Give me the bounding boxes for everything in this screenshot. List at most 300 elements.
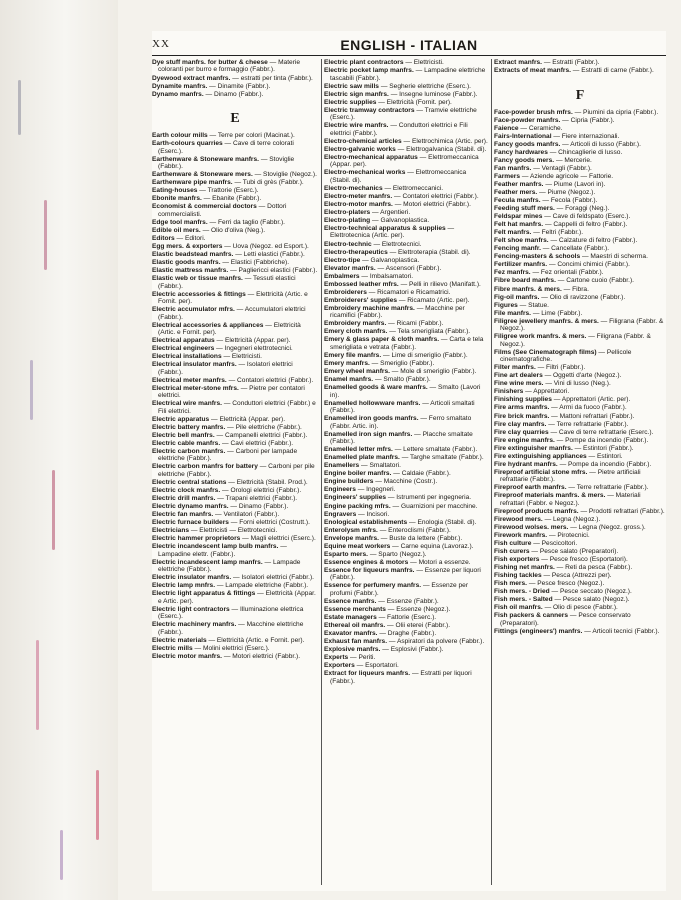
entry-term: Fibre manfrs. & mers. — [494, 285, 562, 293]
entry-term: Enterolysm mfrs. — [324, 526, 378, 534]
dictionary-entry: Engine packing mfrs. — Guarnizioni per macchine. — [324, 502, 478, 510]
book-spine-shadow — [0, 0, 118, 900]
dictionary-entry: Elastic web or tissue manfrs. — Tessuti elastici (Fabbr.). — [152, 275, 296, 290]
entry-term: Engravers — [324, 510, 357, 518]
entry-term: Electric fan manfrs. — [152, 511, 214, 519]
entry-translation: Fecola (Fabbr.). — [550, 197, 598, 205]
entry-term: Electric drill manfrs. — [152, 495, 216, 503]
entry-term: Fire engine manfrs. — [494, 436, 555, 444]
entry-term: Fittings (engineers') manfrs. — [494, 627, 583, 635]
entry-translation: Forni elettrici (Costrutt.). — [239, 519, 310, 527]
entry-translation: Filigrana (Fabbr. & Negoz.). — [500, 333, 651, 348]
entry-translation: Cipria (Fabbr.). — [570, 116, 615, 124]
entry-translation: Materiali refrattari (Fabbr. e Negoz.). — [500, 492, 641, 507]
entry-translation: Conduttori elettrici e Fili elettrici (Fabbr.). — [330, 122, 468, 137]
entry-term: Fancy goods manfrs. — [494, 140, 561, 148]
dictionary-entry: Electric machinery manfrs. — Macchine elettriche (Fabbr.). — [152, 621, 304, 636]
entry-translation: Orologi elettrici (Fabbr.). — [230, 487, 302, 495]
dictionary-entry: Enamelled plate manfrs. — Targhe smaltate (Fabbr.). — [324, 454, 484, 462]
entry-translation: Elettrotecnica (Artic. per). — [330, 232, 405, 240]
entry-translation: Isolatori elettrici (Fabbr.). — [158, 361, 293, 376]
entry-term: Filigree jewellery manfrs. & mers. — [494, 317, 599, 325]
entry-translation: Stoviglie (Negoz.). — [263, 171, 317, 179]
entry-translation: Carta e tela smerigliata e vetrata (Fabbr.). — [330, 336, 484, 351]
dictionary-entry: Electric fan manfrs. — Ventilatori (Fabbr.). — [152, 511, 280, 519]
entry-term: Fish mers. — [494, 580, 527, 588]
entry-translation: Terre per colori (Macinat.). — [217, 132, 295, 140]
entry-term: Electric sign manfrs. — [324, 90, 389, 98]
entry-term: Face-powder brush mfrs. — [494, 108, 573, 116]
entry-translation: Chincaglierie di lusso. — [558, 148, 623, 156]
dictionary-entry: Engine builders — Macchine (Costr.). — [324, 478, 438, 486]
entry-term: Fishing net manfrs. — [494, 564, 555, 572]
entry-term: Electrical meter manfrs. — [152, 376, 227, 384]
entry-term: Embroiderers' supplies — [324, 296, 398, 304]
entry-translation: Ventilatori (Fabbr.). — [223, 511, 280, 519]
dictionary-entry: Electric plant contractors — Elettricisti. — [324, 59, 444, 66]
entry-translation: Placche smaltate (Fabbr.). — [330, 430, 473, 446]
entry-translation: Carne equina (Lavoraz.). — [400, 542, 474, 550]
entry-translation: Articoli tecnici (Fabbr.). — [592, 627, 660, 635]
entry-term: Edible oil mers. — [152, 226, 201, 234]
dictionary-entry: Emery manfrs. — Smeriglio (Fabbr.). — [324, 360, 435, 368]
entry-translation: Armi da fuoco (Fabbr.). — [559, 404, 627, 412]
entry-term: Electric clock manfrs. — [152, 487, 221, 495]
dictionary-entry: Electric carbon manfrs. — Carboni per lampade elettriche (Fabbr.). — [152, 447, 298, 463]
dictionary-entry: Firework manfrs. — Pirotecnici. — [494, 532, 590, 540]
entry-term: Earthenware & Stoneware manfrs. — [152, 155, 260, 163]
entry-translation: Contatori elettrici (Fabbr.). — [402, 192, 479, 200]
entry-term: Electro-therapeutics — [324, 248, 388, 256]
dictionary-entry: Electro-mechanical works — Elettromeccanica (Stabil. di). — [324, 169, 467, 184]
entry-term: Electricians — [152, 527, 190, 535]
entry-translation: Dottori commercialisti. — [158, 203, 287, 218]
dictionary-entry: Economist & commercial doctors — Dottori commercialisti. — [152, 203, 287, 218]
entry-term: Ethereal oil manfrs. — [324, 622, 386, 630]
entry-translation: Articoli di lusso (Fabbr.). — [570, 140, 641, 148]
dictionary-entry: Electrical wire manfrs. — Conduttori elettrici (Fabbr.) e Fili elettrici. — [152, 400, 316, 415]
entry-translation: Elettroterapia (Stabil. di). — [398, 248, 471, 256]
entry-term: Electrical accessories & appliances — [152, 321, 264, 329]
entry-translation: Aziende agricole — Fattorie. — [529, 172, 614, 180]
entry-term: Electric battery manfrs. — [152, 423, 226, 431]
entry-translation: Elettrogalvanica (Stabil. di). — [406, 145, 487, 153]
entry-term: Electric light contractors — [152, 605, 230, 613]
dictionary-entry: Fibre manfrs. & mers. — Fibra. — [494, 285, 589, 293]
entry-translation: Ferri da taglio (Fabbr.). — [217, 218, 286, 226]
entry-translation: Cave di terre refrattarie (Eserc.). — [558, 428, 654, 436]
entry-term: Enological establishments — [324, 518, 408, 526]
dictionary-entry: Enamelled hollowware manfrs. — Articoli smaltati (Fabbr.). — [324, 399, 475, 415]
entry-translation: Guarnizioni per macchine. — [400, 502, 478, 510]
entry-translation: Elettromeccanica (Stabil. di). — [330, 169, 467, 184]
entry-term: Emery & glass paper & cloth manfrs. — [324, 336, 440, 344]
dictionary-entry: Embalmers — Imbalsamatori. — [324, 272, 414, 280]
entry-term: Fish exporters — [494, 556, 540, 564]
entry-translation: Esportatori. — [365, 662, 399, 670]
entry-translation: Ricami (Fabbr.). — [396, 320, 444, 328]
entry-term: Electric motor manfrs. — [152, 653, 222, 661]
entry-term: Electric saw mills — [324, 82, 379, 90]
entry-term: Finishing supplies — [494, 396, 552, 404]
entry-translation: Filigrana (Fabbr. & Negoz.). — [500, 317, 664, 333]
entry-term: Enamelled letter mfrs. — [324, 446, 393, 454]
entry-translation: Elettricità (Appar. per). — [219, 415, 286, 423]
entry-term: Electro-mechanical works — [324, 169, 406, 177]
entry-term: Filigree work manfrs. & mers. — [494, 333, 587, 341]
entry-term: Fish culture — [494, 540, 532, 548]
dictionary-entry: Electric motor manfrs. — Motori elettrici (Fabbr.). — [152, 653, 301, 661]
dictionary-entry: Engineers — Ingegneri. — [324, 486, 396, 494]
entry-term: Emery wheel manfrs. — [324, 368, 390, 376]
entry-translation: Esplosivi (Fabbr.). — [390, 646, 444, 654]
entry-term: Fire hydrant manfrs. — [494, 460, 558, 468]
entry-term: Earthenware & Stoneware mers. — [152, 171, 253, 179]
entry-translation: Reti da pesca (Fabbr.). — [565, 564, 633, 572]
entry-translation: Isolatori elettrici (Fabbr.). — [241, 574, 314, 582]
entry-translation: Ingegneri. — [366, 486, 396, 494]
entry-translation: Elettrochimica (Artic. per). — [411, 137, 488, 145]
entry-translation: Pesce seccato (Negoz.). — [559, 588, 632, 596]
dictionary-entry: Electric sign manfrs. — Insegne luminose (Fabbr.). — [324, 90, 478, 98]
entry-translation: Fibra. — [572, 285, 589, 293]
entry-term: Fairs-International — [494, 132, 552, 140]
entry-translation: Mattoni refrattari (Fabbr.). — [559, 412, 635, 420]
entry-translation: estratti per tinta (Fabbr.). — [240, 74, 313, 82]
entry-translation: Fattorie (Eserc.). — [387, 613, 437, 621]
dictionary-entry: Figures — Statue. — [494, 301, 549, 309]
entry-term: Experts — [324, 654, 349, 662]
dictionary-entry: Electric hammer proprietors — Magli elettrici (Eserc.). — [152, 535, 316, 543]
entry-translation: Estratti di carne (Fabbr.). — [581, 67, 654, 75]
entry-translation: Feltri (Fabbr.). — [541, 229, 584, 237]
dictionary-entry: Essence merchants — Essenze (Negoz.). — [324, 605, 451, 613]
dictionary-entry: Electric light contractors — Illuminazione elettrica (Eserc.). — [152, 605, 304, 621]
entry-translation: Imbalsamatori. — [369, 272, 414, 280]
entry-term: Electric carbon manfrs for battery — [152, 463, 258, 471]
dictionary-entry: Electric apparatus — Elettricità (Appar. per). — [152, 415, 286, 423]
dictionary-entry: Emery & glass paper & cloth manfrs. — Carta e tela smerigliata e vetrata (Fabbr.). — [324, 336, 484, 351]
entry-translation: Insegne luminose (Fabbr.). — [399, 90, 478, 98]
entry-translation: Stoviglie (Fabbr.). — [158, 155, 295, 171]
entry-translation: Pellicole cinematografiche. — [500, 348, 632, 364]
entry-translation: Piumini da cipria (Fabbr.). — [583, 108, 659, 116]
entry-translation: Pirotecnici. — [557, 532, 590, 540]
entry-term: Electric central stations — [152, 478, 227, 486]
dictionary-entry: Electricians — Elettricisti — Elettrotecnici. — [152, 527, 278, 535]
dictionary-entry: Earthenware & Stoneware manfrs. — Stoviglie (Fabbr.). — [152, 155, 295, 171]
entry-translation: Accumulatori elettrici (Fabbr.). — [158, 306, 306, 321]
entry-term: Feather manfrs. — [494, 180, 544, 188]
column-2 — [324, 59, 488, 885]
entry-translation: Pagliericci elastici (Fabbr.). — [238, 267, 318, 275]
dictionary-entry: Electrical accessories & appliances — Elettricità (Artic. e Fornit. per). — [152, 321, 301, 337]
dictionary-entry: Envelope manfrs. — Buste da lettere (Fabbr.). — [324, 534, 463, 542]
entry-translation: Sparto (Negoz.). — [378, 550, 427, 558]
entry-translation: Estintori (Fabbr.). — [583, 444, 634, 452]
entry-translation: Cartone cuoio (Fabbr.). — [566, 277, 634, 285]
entry-term: Engineers — [324, 486, 356, 494]
entry-term: Extracts of meat manfrs. — [494, 67, 571, 75]
entry-term: Electrical insulator manfrs. — [152, 361, 237, 369]
dictionary-entry: Elastic goods manfrs. — Elastici (Fabbriche). — [152, 259, 290, 267]
entry-term: Electric wire manfrs. — [324, 122, 389, 130]
entry-term: Electro-chemical articles — [324, 137, 402, 145]
entry-translation: Cave di feldspato (Eserc.). — [552, 213, 631, 221]
entry-term: Earthenware pipe manfrs. — [152, 179, 233, 187]
entry-term: Emery file manfrs. — [324, 351, 382, 359]
dictionary-entry: Fireproof artificial stone mfrs. — Pietre artificiali refrattarie (Fabbr.). — [494, 468, 641, 484]
entry-translation: Tubi di grès (Fabbr.). — [242, 179, 304, 187]
entry-translation: Elettrotecnici. — [381, 240, 422, 248]
dictionary-entry: Fish mers. — Pesce fresco (Negoz.). — [494, 580, 605, 588]
dictionary-entry: Felt shoe manfrs. — Calzature di feltro (Fabbr.). — [494, 237, 638, 245]
dictionary-entry: Eating-houses — Trattorie (Eserc.). — [152, 187, 259, 195]
entry-translation: Elettricità (Fornit. per). — [386, 98, 452, 106]
entry-term: Emery manfrs. — [324, 360, 370, 368]
entry-translation: Tramvie elettriche (Eserc.). — [330, 106, 477, 122]
entry-term: Fez manfrs. — [494, 269, 531, 277]
entry-translation: Olio di ravizzone (Fabbr.). — [549, 293, 626, 301]
entry-translation: Cancellate (Fabbr.). — [551, 245, 610, 253]
entry-term: Edge tool manfrs. — [152, 218, 208, 226]
entry-translation: Elettricisti — Elettrotecnici. — [199, 527, 278, 535]
entry-translation: Macchine per ricamifici (Fabbr.). — [330, 304, 465, 320]
dictionary-entry: Electric mills — Molini elettrici (Eserc.). — [152, 645, 270, 652]
page-header — [152, 37, 666, 55]
entry-translation: Dinamo (Fabbr.). — [238, 503, 289, 511]
entry-term: Fine wine mers. — [494, 380, 544, 388]
dictionary-entry: Electro-technic — Elettrotecnici. — [324, 240, 422, 248]
entry-translation: Pompe da incendio (Fabbr.). — [568, 460, 652, 468]
dictionary-entry: Fireproof products manfrs. — Prodotti refrattari (Fabbr.). — [494, 507, 665, 515]
entry-term: Fire extinguisher manfrs. — [494, 444, 573, 452]
entry-translation: Filtri (Fabbr.). — [546, 364, 586, 372]
entry-translation: Elettricisti. — [231, 353, 262, 361]
entry-term: Fire clay manfrs. — [494, 420, 547, 428]
entry-term: Electro-mechanics — [324, 184, 383, 192]
entry-term: Electrical wire manfrs. — [152, 400, 223, 408]
dictionary-entry: Engineers' supplies — Istrumenti per ingegneria. — [324, 494, 472, 502]
entry-translation: Dinamite (Fabbr.). — [217, 82, 271, 90]
dictionary-entry: Fencing manfr. — Cancellate (Fabbr.). — [494, 245, 610, 253]
entry-translation: Editori. — [184, 234, 206, 242]
entry-translation: Calzature di feltro (Fabbr.). — [558, 237, 638, 245]
dictionary-entry: Firewood wolses. mers. — Legna (Negoz. gross.). — [494, 523, 646, 531]
dictionary-entry: Electric incandescent lamp bulb manfrs. — Lampadine elettr. (Fabbr.). — [152, 543, 287, 558]
entry-translation: Prodotti refrattari (Fabbr.). — [588, 507, 665, 515]
entry-translation: Elettricità (Appar. per). — [224, 337, 291, 345]
entry-translation: Ricamato (Artic. per). — [407, 296, 470, 304]
dictionary-entry: Fine art dealers — Oggetti d'arte (Negoz.). — [494, 372, 622, 380]
dictionary-entry: Electric tramway contractors — Tramvie elettriche (Eserc.). — [324, 106, 477, 122]
entry-translation: Elettricità (Artic. e Fornit. per). — [158, 290, 308, 306]
entry-translation: Estratti (Fabbr.). — [552, 59, 600, 66]
entry-term: Felt shoe manfrs. — [494, 237, 549, 245]
entry-term: Fireproof earth manfrs. — [494, 484, 567, 492]
dictionary-entry: Elastic beadstead manfrs. — Letti elastici (Fabbr.). — [152, 250, 305, 258]
entry-term: Electro-tipe — [324, 256, 361, 264]
entry-translation: Olii eterei (Fabbr.). — [395, 622, 451, 630]
dictionary-entry: Embroidery machine manfrs. — Macchine per ricamifici (Fabbr.). — [324, 304, 465, 320]
entry-translation: Istrumenti per ingegneria. — [396, 494, 472, 502]
entry-translation: Elettricità (Artic. e Fornit. per). — [216, 636, 305, 644]
entry-term: Egg mers. & exporters — [152, 242, 223, 250]
entry-translation: Pietre per contatori elettrici. — [158, 384, 305, 400]
dictionary-entry: Emery file manfrs. — Lime di smeriglio (Fabbr.). — [324, 351, 468, 359]
dictionary-entry: Fibre board manfrs. — Cartone cuoio (Fabbr.). — [494, 277, 634, 285]
entry-term: Fancy goods mers. — [494, 156, 555, 164]
entry-translation: Targhe smaltate (Fabbr.). — [410, 454, 484, 462]
entry-term: Electro-meter manfrs. — [324, 192, 393, 200]
dictionary-entry: Enamellers — Smaltatori. — [324, 462, 401, 470]
entry-term: Enamellers — [324, 462, 360, 470]
entry-term: Electrical installations — [152, 353, 222, 361]
entry-term: Fire brick manfrs. — [494, 412, 550, 420]
dictionary-entry: Fine wine mers. — Vini di lusso (Neg.). — [494, 380, 611, 388]
entry-term: Fancy hardwares — [494, 148, 548, 156]
entry-translation: Lampadine elettriche tascabili (Fabbr.). — [330, 67, 486, 82]
entry-translation: Pesce salato (Negoz.). — [562, 596, 630, 604]
dictionary-entry: Farmers — Aziende agricole — Fattorie. — [494, 172, 614, 180]
entry-term: Felt manfrs. — [494, 229, 532, 237]
dictionary-entry: Fire engine manfrs. — Pompe da incendio (Fabbr.). — [494, 436, 649, 444]
entry-term: Faience — [494, 124, 519, 132]
entry-term: Electric incandescent lamp bulb manfrs. — [152, 543, 279, 551]
entry-term: Enamelled iron sign manfrs. — [324, 430, 413, 438]
entry-translation: Legna (Negoz.). — [553, 515, 601, 523]
entry-term: Fishing tackles — [494, 572, 542, 580]
dictionary-entry: Fencing-masters & schools — Maestri di scherma. — [494, 253, 648, 261]
dictionary-entry: Fittings (engineers') manfrs. — Articoli tecnici (Fabbr.). — [494, 627, 660, 635]
dictionary-entry: Filter manfrs. — Filtri (Fabbr.). — [494, 364, 586, 372]
dictionary-entry: Dyewood extract manfrs. — estratti per tinta (Fabbr.). — [152, 74, 313, 82]
entry-term: Embalmers — [324, 272, 360, 280]
dictionary-entry: Feeding stuff mers. — Foraggi (Neg.). — [494, 205, 610, 213]
entry-term: Essence for perfumery manfrs. — [324, 582, 422, 590]
dictionary-entry: Fireproof materials manfrs. & mers. — Materiali refrattari (Fabbr. e Negoz.). — [494, 492, 641, 507]
dictionary-entry: Dye stuff manfrs. for butter & cheese — Materie coloranti per burro e formaggio (Fabbr.). — [152, 59, 301, 74]
entry-term: Fire clay quarries — [494, 428, 549, 436]
entry-translation: Concimi chimici (Fabbr.). — [557, 261, 630, 269]
entry-term: Embroidery machine manfrs. — [324, 304, 415, 312]
dictionary-entry: Electro-technical apparatus & supplies — Elettrotecnica (Artic. per). — [324, 225, 455, 240]
entry-translation: Olio di pesce (Fabbr.). — [553, 604, 618, 612]
dictionary-entry: Fishing net manfrs. — Reti da pesca (Fabbr.). — [494, 564, 633, 572]
entry-translation: Macchine (Costr.). — [383, 478, 438, 486]
entry-translation: Pesce conservato (Preparatori). — [500, 612, 631, 627]
entry-translation: Draghe (Fabbr.). — [387, 630, 437, 638]
entry-translation: Legna (Negoz. gross.). — [578, 523, 646, 531]
entry-translation: Elettromeccanici. — [392, 184, 444, 192]
dictionary-entry: Fish oil manfrs. — Olio di pesce (Fabbr.). — [494, 604, 618, 612]
dictionary-entry: Embroiderers' supplies — Ricamato (Artic. per). — [324, 296, 470, 304]
entry-term: Fibre board manfrs. — [494, 277, 556, 285]
dictionary-entry: Fire extinguisher manfrs. — Estintori (Fabbr.). — [494, 444, 634, 452]
dictionary-entry: Extract for liqueurs manfrs. — Estratti per liquori (Fabbr.). — [324, 670, 472, 685]
section-letter: F — [575, 87, 585, 103]
column-3 — [494, 59, 666, 885]
entry-translation: Materie coloranti per burro e formaggio (Fabbr.). — [158, 59, 301, 74]
entry-term: Electro-motor manfrs. — [324, 200, 393, 208]
entry-term: Economist & commercial doctors — [152, 203, 257, 211]
dictionary-entry: Fish exporters — Pesce fresco (Esportatori). — [494, 556, 628, 564]
entry-translation: Lampadine elettr. (Fabbr.). — [158, 550, 236, 558]
dictionary-entry: Felt manfrs. — Feltri (Fabbr.). — [494, 229, 584, 237]
entry-term: Enamelled hollowware manfrs. — [324, 399, 421, 407]
entry-translation: Motori elettrici (Fabbr.). — [232, 653, 301, 661]
dictionary-entry: Faience — Ceramiche. — [494, 124, 563, 132]
dictionary-entry: Ethereal oil manfrs. — Olii eterei (Fabbr.). — [324, 622, 451, 630]
dictionary-entry: Fish culture — Pescicoltori. — [494, 540, 578, 548]
entry-term: Elastic goods manfrs. — [152, 259, 221, 267]
entry-translation: Smaltatori. — [369, 462, 401, 470]
entry-translation: Pile elettriche (Fabbr.). — [235, 423, 302, 431]
entry-translation: Contatori elettrici (Fabbr.). — [237, 376, 314, 384]
dictionary-entry: Fish packers & canners — Pesce conservato (Preparatori). — [494, 612, 631, 627]
dictionary-entry: Essence for liqueurs manfrs. — Essenze per liquori (Fabbr.). — [324, 566, 481, 582]
dictionary-entry: Fancy hardwares — Chincaglierie di lusso. — [494, 148, 623, 156]
dictionary-entry: Fan manfrs. — Ventagli (Fabbr.). — [494, 164, 592, 172]
entry-translation: Carboni per pile elettriche (Fabbr.). — [158, 463, 315, 478]
dictionary-entry: Exporters — Esportatori. — [324, 662, 399, 670]
entry-translation: Terre refrattarie (Fabbr.). — [556, 420, 629, 428]
entry-translation: Fiere internazionali. — [561, 132, 620, 140]
dictionary-entry: Electro-mechanical apparatus — Elettromeccanica (Appar. per). — [324, 153, 479, 169]
entry-term: Fire extinguishing appliances — [494, 452, 587, 460]
dictionary-entry: Electric insulator manfrs. — Isolatori elettrici (Fabbr.). — [152, 574, 314, 582]
entry-translation: Aspiratori da polvere (Fabbr.). — [396, 638, 485, 646]
dictionary-entry: Felt hat manfrs. — Cappelli di feltro (Fabbr.). — [494, 221, 628, 229]
entry-translation: Pesce fresco (Esportatori). — [549, 556, 628, 564]
entry-term: Electric bell manfrs. — [152, 431, 215, 439]
dictionary-entry: Enamelled letter mfrs. — Lettere smaltate (Fabbr.). — [324, 446, 478, 454]
entry-translation: Motori a essenze. — [418, 558, 471, 566]
dictionary-entry: Finishers — Apprettatori. — [494, 388, 570, 396]
entry-term: Electric accessories & fittings — [152, 290, 246, 298]
entry-term: Exporters — [324, 662, 355, 670]
dictionary-entry: Edge tool manfrs. — Ferri da taglio (Fabbr.). — [152, 218, 286, 226]
column-1 — [152, 59, 318, 885]
entry-translation: Pompe da incendio (Fabbr.). — [565, 436, 649, 444]
entry-translation: Illuminazione elettrica (Eserc.). — [158, 605, 304, 621]
entry-term: Farmers — [494, 172, 521, 180]
entry-term: Dynamo manfrs. — [152, 90, 204, 98]
entry-term: Fencing manfr. — [494, 245, 541, 253]
entry-translation: Buste da lettere (Fabbr.). — [389, 534, 463, 542]
dictionary-entry: Electric incandescent lamp manfrs. — Lampade elettriche (Fabbr.). — [152, 558, 301, 574]
dictionary-entry: Electric lamp mnfrs. — Lampade elettriche (Fabbr.). — [152, 582, 309, 590]
entry-translation: Pescicoltori. — [541, 540, 578, 548]
entry-translation: Mercerie. — [564, 156, 592, 164]
dictionary-entry: Electric accessories & fittings — Elettricità (Artic. e Fornit. per). — [152, 290, 308, 306]
entry-term: Embroiderers — [324, 288, 367, 296]
dictionary-entry: Fire extinguishing appliances — Estintori. — [494, 452, 623, 460]
entry-term: Electric apparatus — [152, 415, 210, 423]
entry-translation: Essenze (Negoz.). — [396, 605, 451, 613]
entry-translation: Elastici (Fabbriche). — [230, 259, 290, 267]
dictionary-entry: Fire hydrant manfrs. — Pompe da incendio (Fabbr.). — [494, 460, 652, 468]
entry-term: Figures — [494, 301, 518, 309]
entry-translation: Tessuti elastici (Fabbr.). — [158, 275, 296, 290]
entry-translation: Letti elastici (Fabbr.). — [243, 250, 305, 258]
entry-term: Equine meat workers — [324, 542, 391, 550]
dictionary-entry: Enological establishments — Enologia (Stabil. di). — [324, 518, 477, 526]
entry-term: Fireproof products manfrs. — [494, 507, 579, 515]
dictionary-entry: Fire clay manfrs. — Terre refrattarie (Fabbr.). — [494, 420, 629, 428]
dictionary-entry: Emery wheel manfrs. — Mole di smeriglio (Fabbr.). — [324, 368, 477, 376]
entry-term: Fireproof artificial stone mfrs. — [494, 468, 588, 476]
